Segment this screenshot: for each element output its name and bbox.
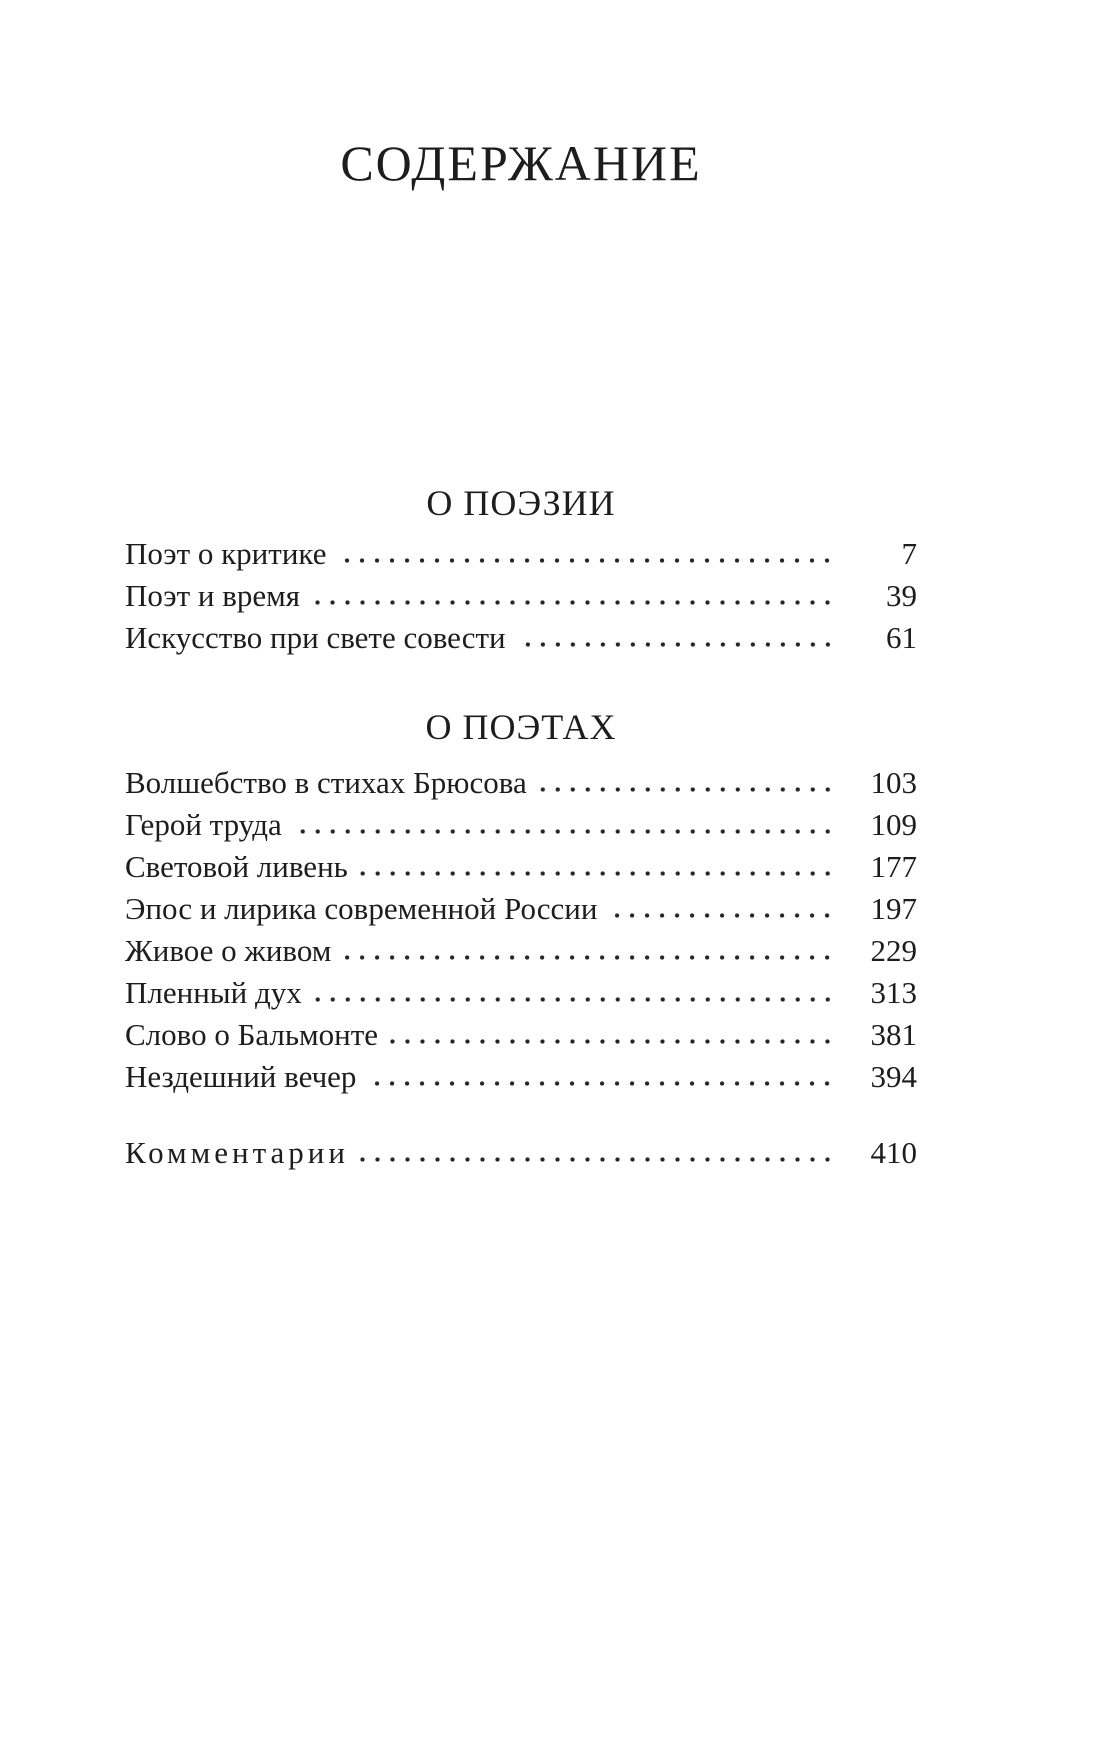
toc-entry (125, 804, 917, 846)
dot-leader (536, 786, 835, 793)
dot-leader (291, 828, 835, 835)
toc-section (125, 707, 917, 1098)
toc-entry-title: Световой ливень (125, 849, 348, 884)
toc-entry-title: Пленный дух (125, 975, 302, 1010)
toc-entry (125, 575, 917, 617)
toc-page-number: 410 (870, 1135, 917, 1170)
dot-leader (340, 954, 835, 961)
dot-leader (311, 996, 835, 1003)
toc-entry-title: Герой труда (125, 807, 282, 842)
toc-entry-title: Слово о Бальмонте (125, 1017, 379, 1052)
toc-entry-title: Нездешний вечер (125, 1059, 357, 1094)
section-heading: О ПОЭЗИИ (426, 483, 616, 523)
toc-section (125, 483, 917, 659)
toc-page-number: 39 (886, 578, 917, 613)
toc-entry (125, 930, 917, 972)
dot-leader (365, 1080, 835, 1087)
toc-entry-title: Поэт и время (125, 578, 300, 613)
toc-page-number: 177 (870, 849, 917, 884)
toc-entry (125, 888, 917, 930)
toc-entry-title: Поэт о критике (125, 536, 327, 571)
toc-page-number: 381 (870, 1017, 917, 1052)
toc-page-number: 103 (870, 765, 917, 800)
toc-page-number: 313 (870, 975, 917, 1010)
dot-leader (335, 557, 835, 564)
toc-page-number: 197 (870, 891, 917, 926)
toc-rows (125, 762, 917, 1098)
toc-sections (125, 483, 917, 1098)
toc-rows (125, 533, 917, 659)
toc-entry (125, 1056, 917, 1098)
toc-page-number: 61 (886, 620, 917, 655)
toc-entry (125, 1014, 917, 1056)
dot-leader (357, 870, 835, 877)
section-heading: О ПОЭТАХ (425, 707, 617, 747)
toc-entry-title: Комментарии (125, 1135, 349, 1170)
dot-leader (606, 912, 835, 919)
dot-leader (358, 1156, 835, 1163)
dot-leader (515, 641, 835, 648)
toc-page-number: 7 (901, 536, 917, 571)
toc-page-number: 229 (870, 933, 917, 968)
page-title: СОДЕРЖАНИЕ (340, 135, 702, 191)
toc-entry (125, 762, 917, 804)
toc-entry-title: Живое о живом (125, 933, 332, 968)
toc-entry (125, 617, 917, 659)
toc-entry (125, 533, 917, 575)
toc-page-number: 109 (870, 807, 917, 842)
toc-entry (125, 1132, 917, 1174)
dot-leader (309, 599, 835, 606)
toc-page-number: 394 (870, 1059, 917, 1094)
toc-entry (125, 972, 917, 1014)
toc-content (125, 0, 917, 1174)
toc-entry-title: Искусство при свете совести (125, 620, 506, 655)
toc-entry-title: Эпос и лирика современной России (125, 891, 598, 926)
toc-entry (125, 846, 917, 888)
dot-leader (387, 1038, 835, 1045)
toc-entry-title: Волшебство в стихах Брюсова (125, 765, 527, 800)
